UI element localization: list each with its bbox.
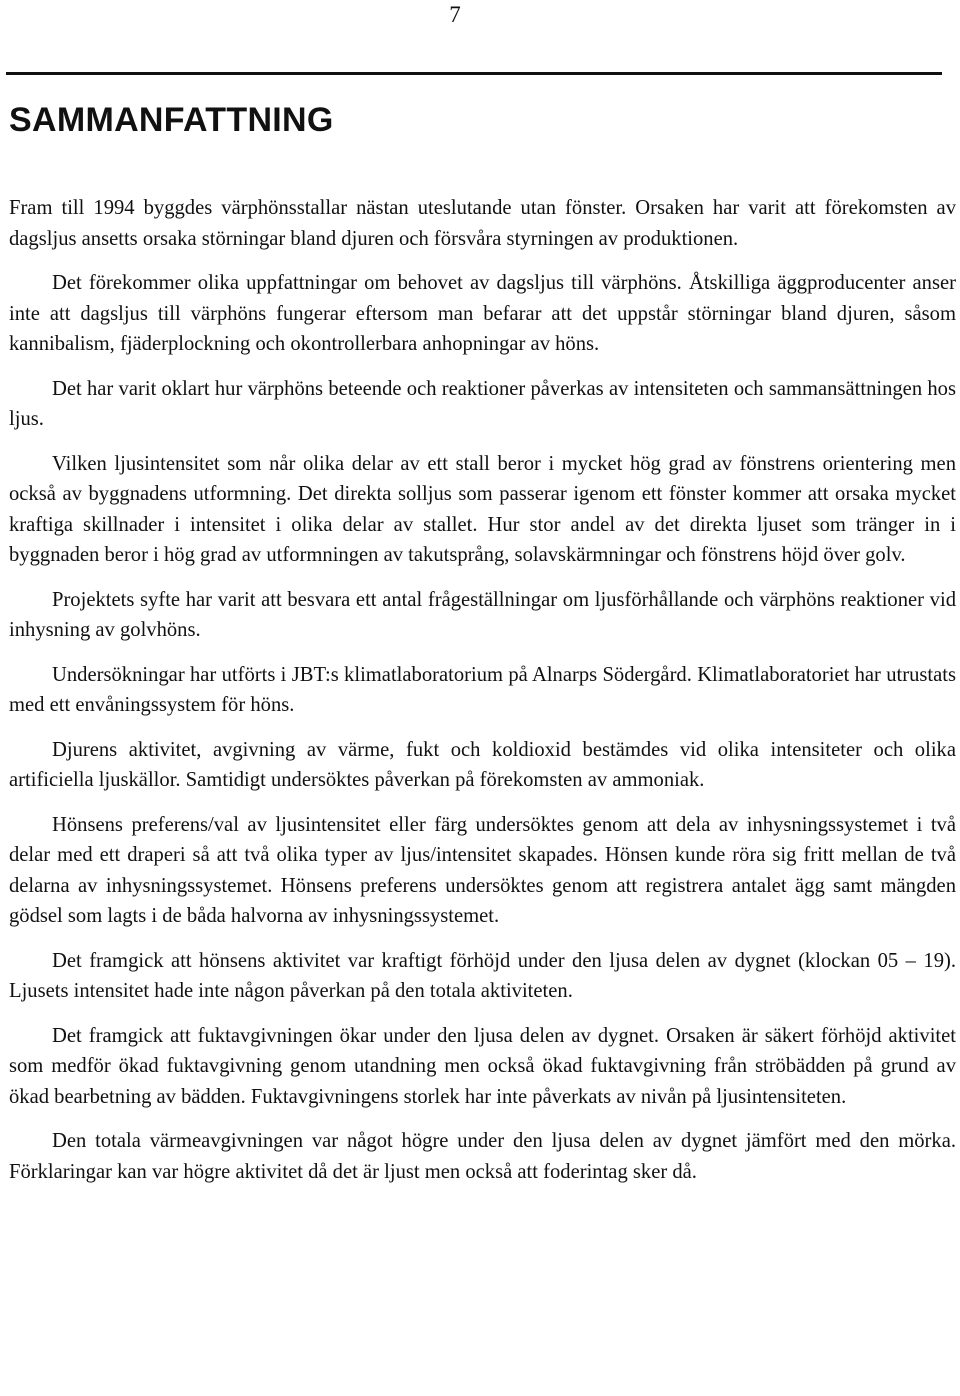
paragraph-8: Hönsens preferens/val av ljusintensitet eller färg undersöktes genom att dela av inhysningssystemet i två delar med ett draperi så att två olika typer av ljus/intensitet skapades. Hönsen kunde röra sig fritt mellan de två delarna av inhysningssystemet. Hönsens preferens undersöktes genom att registrera antalet ägg samt mängden gödsel som lagts i de båda halvorna av inhysningssystemet.	[9, 813, 956, 927]
paragraph-6: Undersökningar har utförts i JBT:s klimatlaboratorium på Alnarps Södergård. Klimatlaboratoriet har utrustats med ett envåningssystem för höns.	[9, 663, 956, 716]
paragraph-7: Djurens aktivitet, avgivning av värme, fukt och koldioxid bestämdes vid olika intensiteter och olika artificiella ljuskällor. Samtidigt undersöktes påverkan på förekomsten av ammoniak.	[9, 738, 956, 791]
header-rule	[6, 72, 942, 75]
page-number: 7	[449, 2, 461, 27]
paragraph-3: Det har varit oklart hur värphöns beteende och reaktioner påverkas av intensiteten och sammansättningen hos ljus.	[9, 377, 956, 430]
paragraph-2: Det förekommer olika uppfattningar om behovet av dagsljus till värphöns. Åtskilliga äggproducenter anser inte att dagsljus till värphöns fungerar eftersom man befarar att det uppstår störningar bland djuren, såsom kannibalism, fjäderplockning och okontrollerbara anhopningar av höns.	[9, 272, 956, 355]
paragraph-4: Vilken ljusintensitet som når olika delar av ett stall beror i mycket hög grad av fönstrens orientering men också av byggnadens utformning. Det direkta solljus som passerar igenom ett fönster kommer att orsaka mycket kraftiga skillnader i intensitet i olika delar av stallet. Hur stor andel av det direkta ljuset som tränger in i byggnaden beror i hög grad av utformningen av takutsprång, solavskärmningar och fönstrens höjd över golv.	[9, 452, 956, 566]
section-title: SAMMANFATTNING	[9, 101, 334, 139]
paragraph-9: Det framgick att hönsens aktivitet var kraftigt förhöjd under den ljusa delen av dygnet (klockan 05 – 19). Ljusets intensitet hade inte någon påverkan på den totala aktiviteten.	[9, 949, 956, 1002]
paragraph-1: Fram till 1994 byggdes värphönsstallar nästan uteslutande utan fönster. Orsaken har varit att förekomsten av dagsljus ansetts orsaka störningar bland djuren och försvåra styrningen av produktionen.	[9, 197, 956, 250]
paragraph-5: Projektets syfte har varit att besvara ett antal frågeställningar om ljusförhållande och värphöns reaktioner vid inhysning av golvhöns.	[9, 588, 956, 641]
paragraph-10: Det framgick att fuktavgivningen ökar under den ljusa delen av dygnet. Orsaken är säkert förhöjd aktivitet som medför ökad fuktavgivning genom utandning men också ökad fuktavgivning från ströbädden på grund av ökad bearbetning av bädden. Fuktavgivningens storlek har inte påverkats av nivån på ljusintensiteten.	[9, 1024, 956, 1108]
summary-body	[9, 193, 956, 1201]
paragraph-11: Den totala värmeavgivningen var något högre under den ljusa delen av dygnet jämfört med den mörka. Förklaringar kan var högre aktivitet då det är ljust men också att foderintag sker då.	[9, 1130, 956, 1183]
